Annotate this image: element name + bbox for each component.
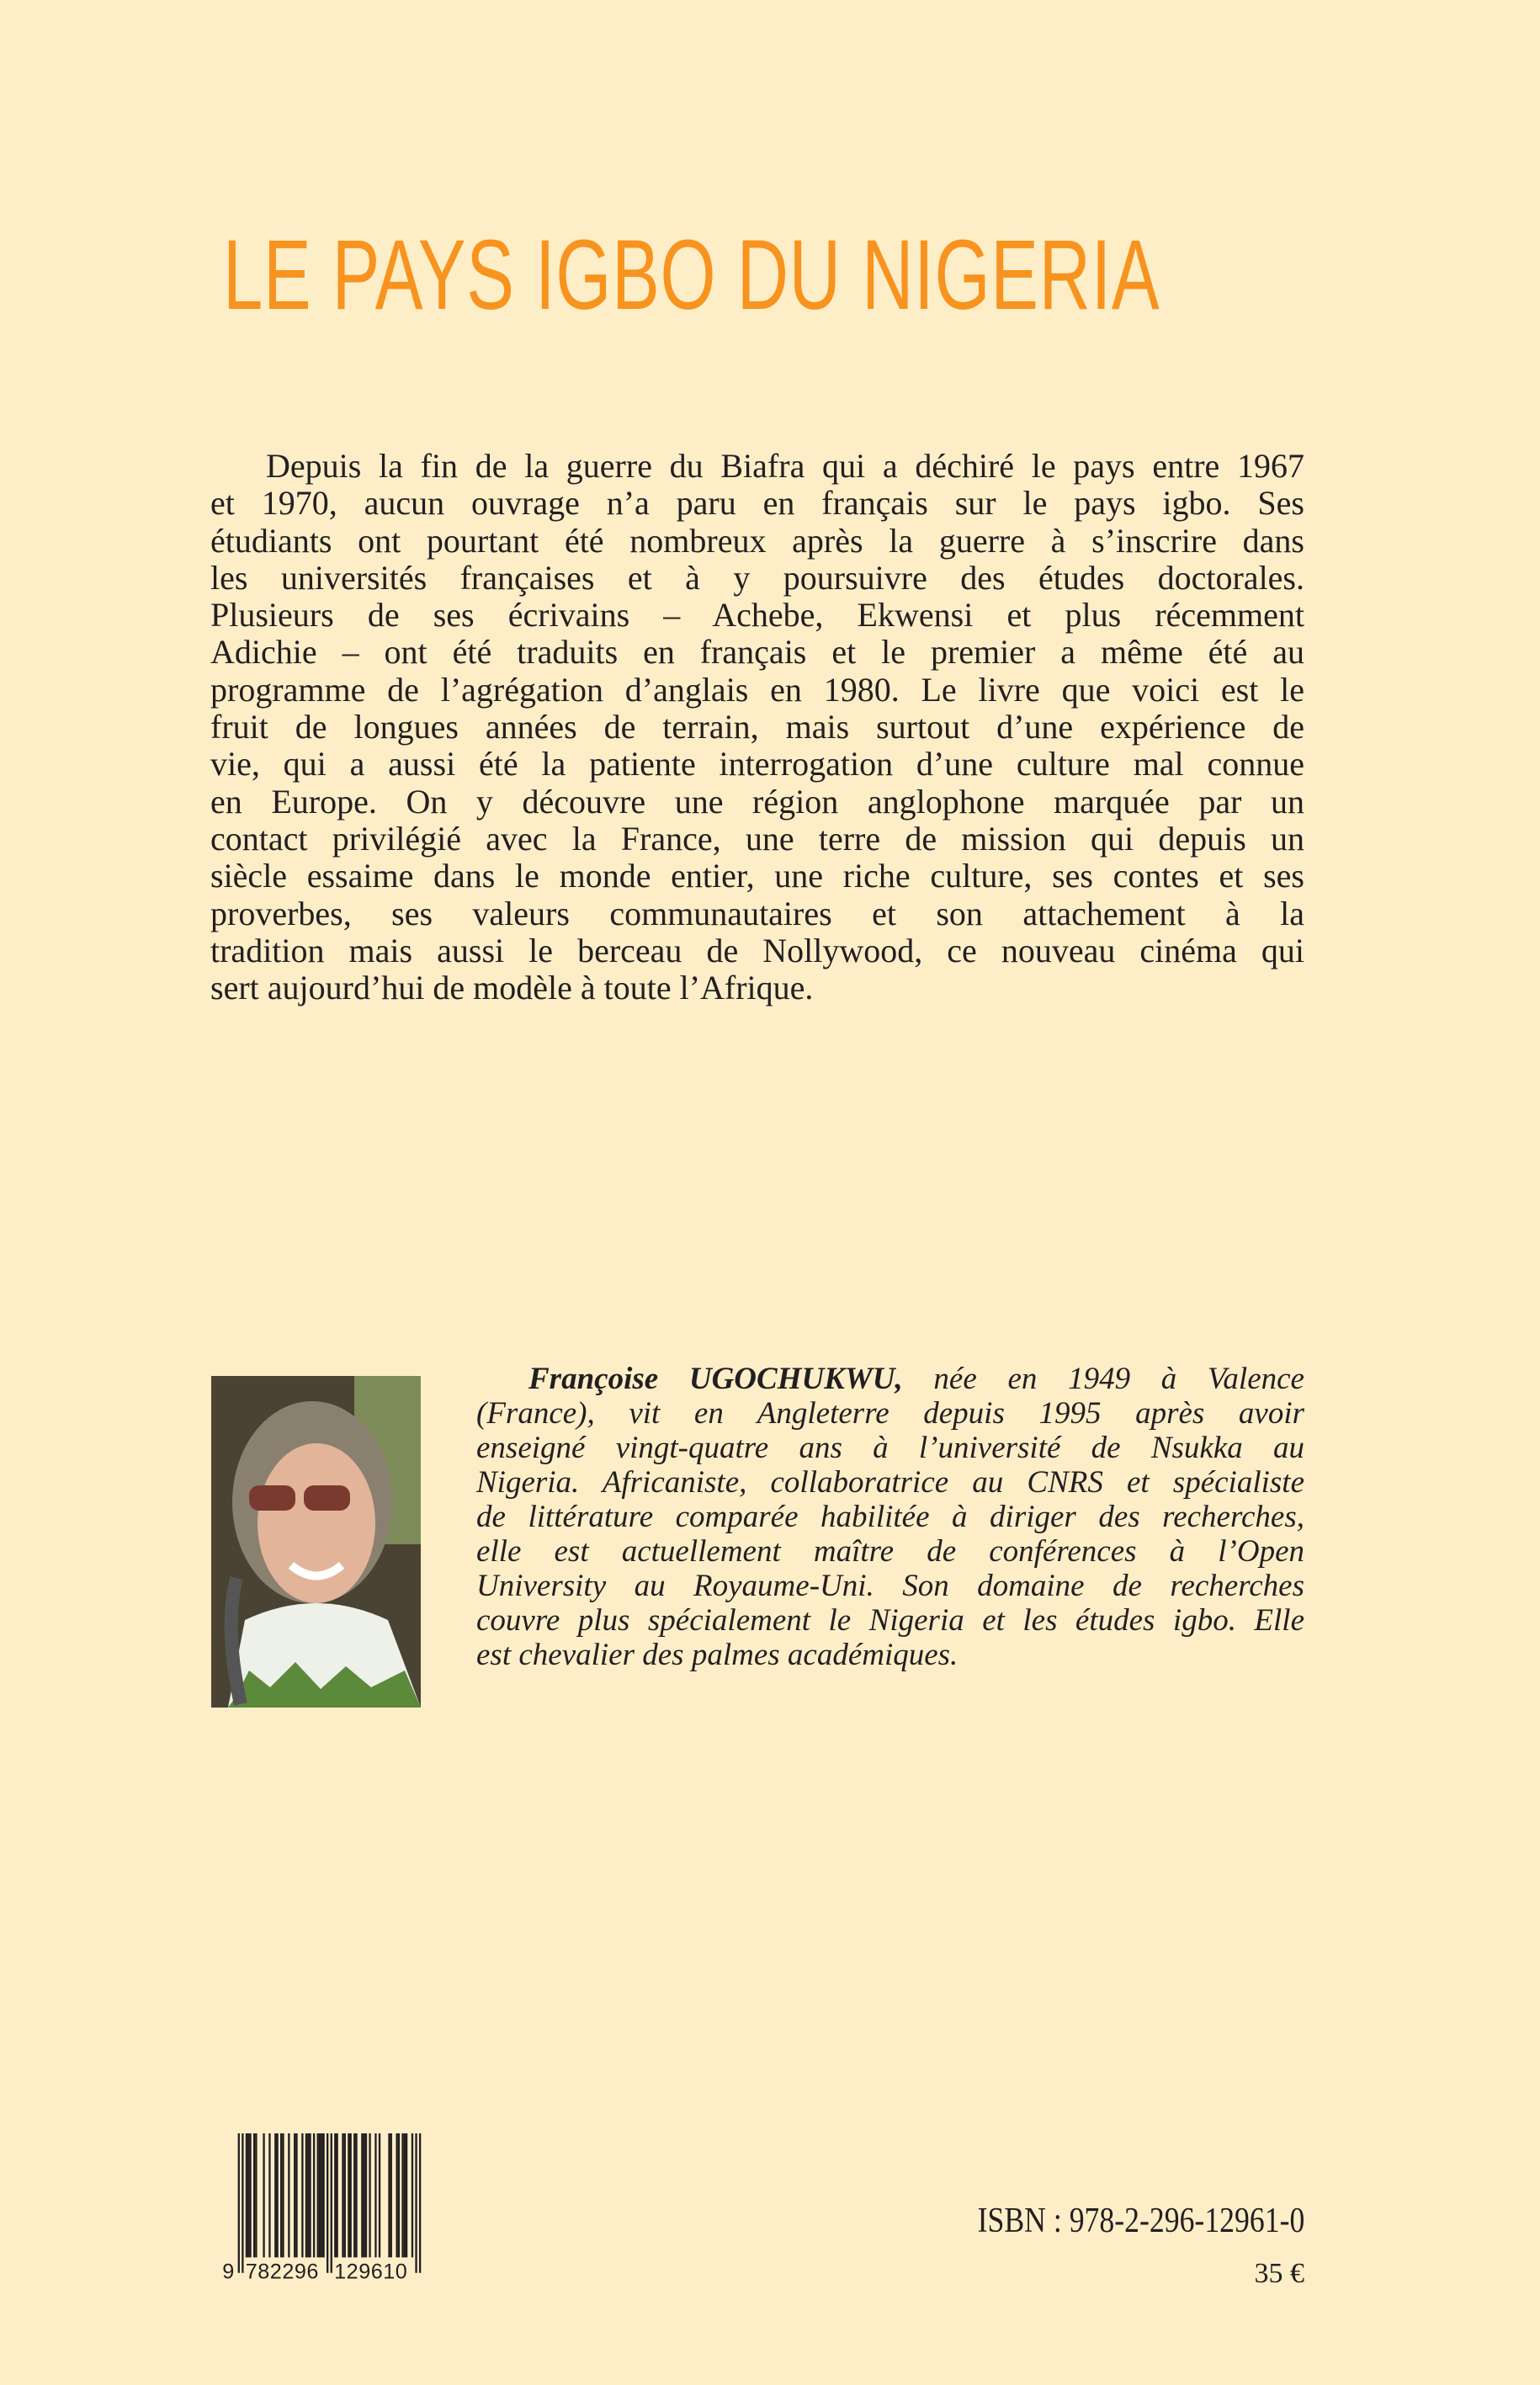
barcode-bar [280, 2133, 282, 2257]
barcode-bar [255, 2133, 257, 2257]
barcode-bar [334, 2133, 336, 2257]
barcode-bar [349, 2133, 351, 2257]
summary-line: fruit de longues années de terrain, mais surtout d’une expérience de [210, 708, 1304, 746]
barcode-digits: 129610 [334, 2260, 407, 2281]
barcode-bar [374, 2133, 376, 2257]
barcode-bar [307, 2133, 309, 2257]
barcode-bar [398, 2133, 400, 2257]
barcode-bar [369, 2133, 370, 2257]
summary-line: siècle essaime dans le monde entier, une riche culture, ses contes et ses [210, 857, 1304, 895]
summary-line: sert aujourd’hui de modèle à toute l’Afrique. [210, 969, 814, 1007]
summary-line: Adichie – ont été traduits en français et le premier a même été au [210, 633, 1304, 672]
barcode-bar [309, 2133, 311, 2257]
bio-line: enseigné vingt-quatre ans à l’université de Nsukka au [476, 1431, 1304, 1465]
barcode-digits: 9 [222, 2260, 235, 2281]
summary-line: proverbes, ses valeurs communautaires et son attachement à la [210, 894, 1304, 932]
summary-line: contact privilégié avec la France, une terre de mission qui depuis un [210, 819, 1304, 858]
barcode-bar [242, 2133, 243, 2273]
barcode-bar [253, 2133, 255, 2257]
barcode-digits: 782296 [245, 2260, 319, 2281]
bio-line: couvre plus spécialement le Nigeria et les études igbo. Elle [476, 1603, 1304, 1638]
barcode-bar [404, 2133, 406, 2257]
barcode-bar [238, 2133, 240, 2273]
barcode-bar [327, 2133, 328, 2273]
barcode-bar [282, 2133, 284, 2257]
barcode-bar [321, 2133, 322, 2257]
barcode-bar [295, 2133, 297, 2257]
barcode-bar [319, 2133, 321, 2257]
barcode-bar [415, 2133, 417, 2273]
barcode-bar [294, 2133, 295, 2257]
barcode [220, 2133, 433, 2281]
barcode-bar [401, 2133, 403, 2257]
price: 35 € [1254, 2258, 1304, 2289]
summary-line: en Europe. On y découvre une région anglophone marquée par un [210, 782, 1304, 821]
barcode-bar [331, 2133, 332, 2273]
barcode-bar [396, 2133, 397, 2257]
summary-line: Depuis la fin de la guerre du Biafra qui a déchiré le pays entre 1967 [266, 447, 1304, 485]
barcode-bar [268, 2133, 270, 2257]
barcode-bar [412, 2133, 413, 2257]
barcode-bar [388, 2133, 390, 2257]
barcode-bar [336, 2133, 337, 2257]
barcode-bar [348, 2133, 349, 2257]
author-name: Françoise UGOCHUKWU, [528, 1362, 903, 1396]
barcode-bar [390, 2133, 392, 2257]
barcode-bar [355, 2133, 357, 2257]
bio-line: University au Royaume-Uni. Son domaine de recherches [476, 1569, 1304, 1603]
barcode-bar [246, 2133, 247, 2257]
summary-line: vie, qui a aussi été la patiente interrogation d’une culture mal connue [210, 745, 1304, 783]
bio-line: (France), vit en Angleterre depuis 1995 après avoir [476, 1396, 1304, 1431]
summary-line: les universités françaises et à y poursuivre des études doctorales. [210, 558, 1304, 597]
book-title: LE PAYS IGBO DU NIGERIA [223, 220, 1160, 331]
barcode-bar [305, 2133, 307, 2257]
barcode-bar [322, 2133, 324, 2257]
bio-line: Nigeria. Africaniste, collaboratrice au CNRS et spécialiste [476, 1465, 1304, 1500]
summary-line: Plusieurs de ses écrivains – Achebe, Ekwensi et plus récemment [210, 596, 1304, 635]
barcode-bar [365, 2133, 367, 2257]
barcode-bar [353, 2133, 355, 2257]
bio-line: née en 1949 à Valence [902, 1362, 1304, 1396]
summary-line: tradition mais aussi le berceau de Nollywood, ce nouveau cinéma qui [210, 931, 1304, 969]
author-photo [211, 1376, 421, 1708]
author-bio [476, 1362, 1304, 1672]
barcode-bar [361, 2133, 363, 2257]
barcode-bar [317, 2133, 319, 2257]
book-summary [210, 448, 1304, 1007]
bio-line: elle est actuellement maître de conférences à l’Open [476, 1534, 1304, 1569]
barcode-bar [301, 2133, 303, 2257]
bio-line: est chevalier des palmes académiques. [476, 1638, 959, 1672]
summary-line: programme de l’agrégation d’anglais en 1980. Le livre que voici est le [210, 670, 1304, 709]
barcode-bar [249, 2133, 251, 2257]
barcode-bar [342, 2133, 343, 2257]
barcode-bar [419, 2133, 421, 2273]
barcode-bar [406, 2133, 407, 2257]
barcode-bar [274, 2133, 276, 2257]
barcode-bar [288, 2133, 289, 2257]
bio-line: de littérature comparée habilitée à diriger des recherches, [476, 1500, 1304, 1534]
summary-line: étudiants ont pourtant été nombreux après la guerre à s’inscrire dans [210, 521, 1304, 560]
barcode-bar [263, 2133, 264, 2257]
barcode-bar [344, 2133, 346, 2257]
isbn: ISBN : 978-2-296-12961-0 [977, 2202, 1304, 2240]
barcode-bar [276, 2133, 278, 2257]
barcode-bar [313, 2133, 315, 2257]
barcode-bar [247, 2133, 249, 2257]
barcode-bar [364, 2133, 365, 2257]
summary-line: et 1970, aucun ouvrage n’a paru en français sur le pays igbo. Ses [210, 484, 1304, 523]
barcode-bar [379, 2133, 380, 2257]
